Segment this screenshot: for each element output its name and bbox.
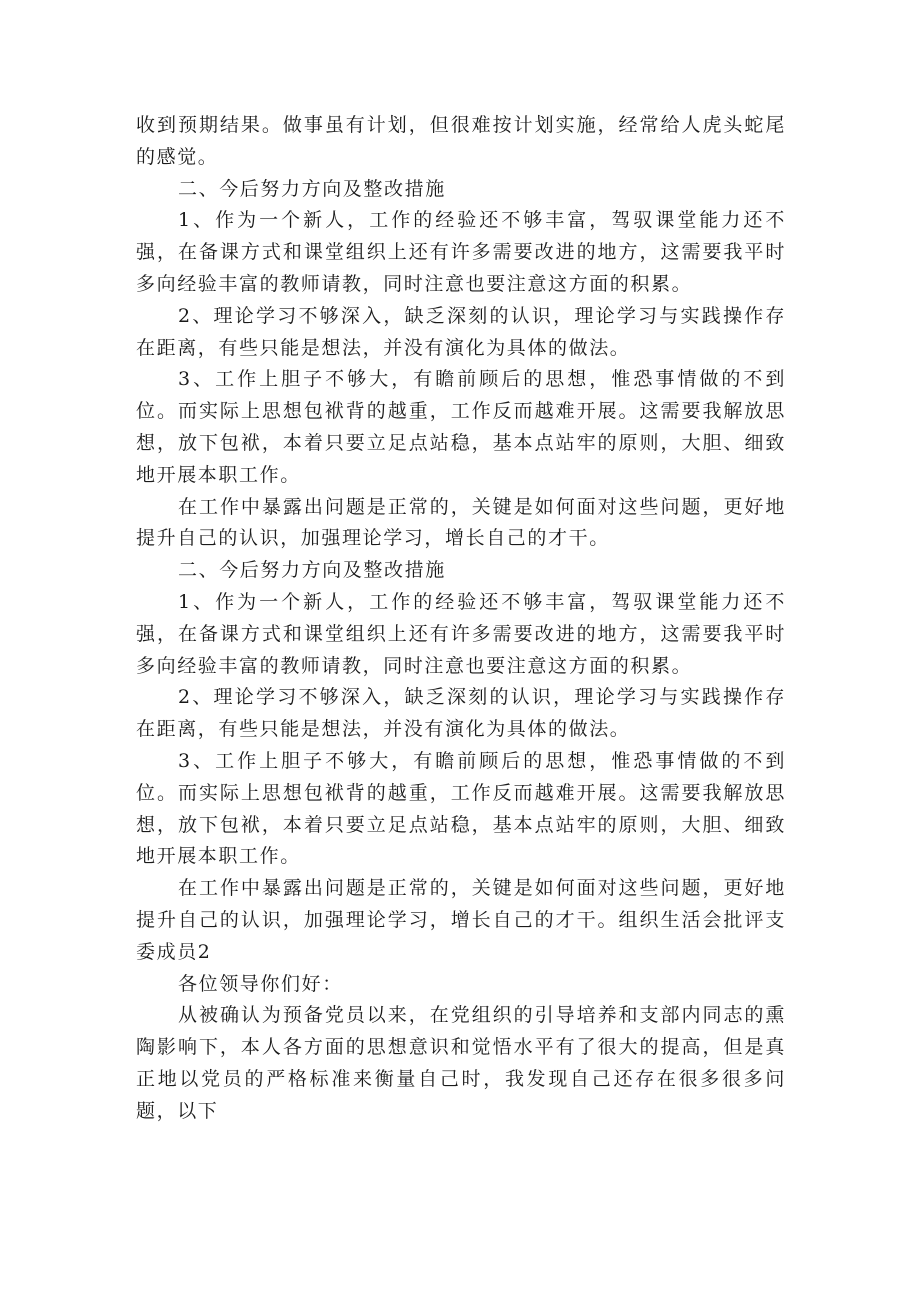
paragraph: 3、工作上胆子不够大，有瞻前顾后的思想，惟恐事情做的不到位。而实际上思想包袱背的越重，工作反而越难开展。这需要我解放思想，放下包袱，本着只要立足点站稳，基本点站牢的原则，大胆、细致地开展本职工作。 [136,749,786,868]
section-heading: 二、今后努力方向及整改措施 [178,177,446,200]
paragraph: 收到预期结果。做事虽有计划，但很难按计划实施，经常给人虎头蛇尾的感觉。 [136,114,786,168]
paragraph: 1、作为一个新人，工作的经验还不够丰富，驾驭课堂能力还不强，在备课方式和课堂组织上还有许多需要改进的地方，这需要我平时多向经验丰富的教师请教，同时注意也要注意这方面的积累。 [136,590,786,677]
paragraph: 从被确认为预备党员以来，在党组织的引导培养和支部内同志的熏陶影响下，本人各方面的思想意识和觉悟水平有了很大的提高，但是真正地以党员的严格标准来衡量自己时，我发现自己还存在很多很多问题，以下 [136,1004,786,1122]
paragraph: 2、理论学习不够深入，缺乏深刻的认识，理论学习与实践操作存在距离，有些只能是想法，并没有演化为具体的做法。 [136,686,786,741]
section-heading: 二、今后努力方向及整改措施 [178,559,446,582]
paragraph: 在工作中暴露出问题是正常的，关键是如何面对这些问题，更好地提升自己的认识，加强理论学习，增长自己的才干。组织生活会批评支委成员2 [136,877,786,963]
paragraph: 3、工作上胆子不够大，有瞻前顾后的思想，惟恐事情做的不到位。而实际上思想包袱背的越重，工作反而越难开展。这需要我解放思想，放下包袱，本着只要立足点站稳，基本点站牢的原则，大胆、细致地开展本职工作。 [136,368,786,486]
paragraph: 2、理论学习不够深入，缺乏深刻的认识，理论学习与实践操作存在距离，有些只能是想法，并没有演化为具体的做法。 [136,304,786,359]
paragraph: 在工作中暴露出问题是正常的，关键是如何面对这些问题，更好地提升自己的认识，加强理论学习，增长自己的才干。 [136,495,786,550]
document-body [136,110,786,1128]
paragraph: 1、作为一个新人，工作的经验还不够丰富，驾驭课堂能力还不强，在备课方式和课堂组织上还有许多需要改进的地方，这需要我平时多向经验丰富的教师请教，同时注意也要注意这方面的积累。 [136,209,786,295]
salutation: 各位领导你们好： [178,972,343,995]
